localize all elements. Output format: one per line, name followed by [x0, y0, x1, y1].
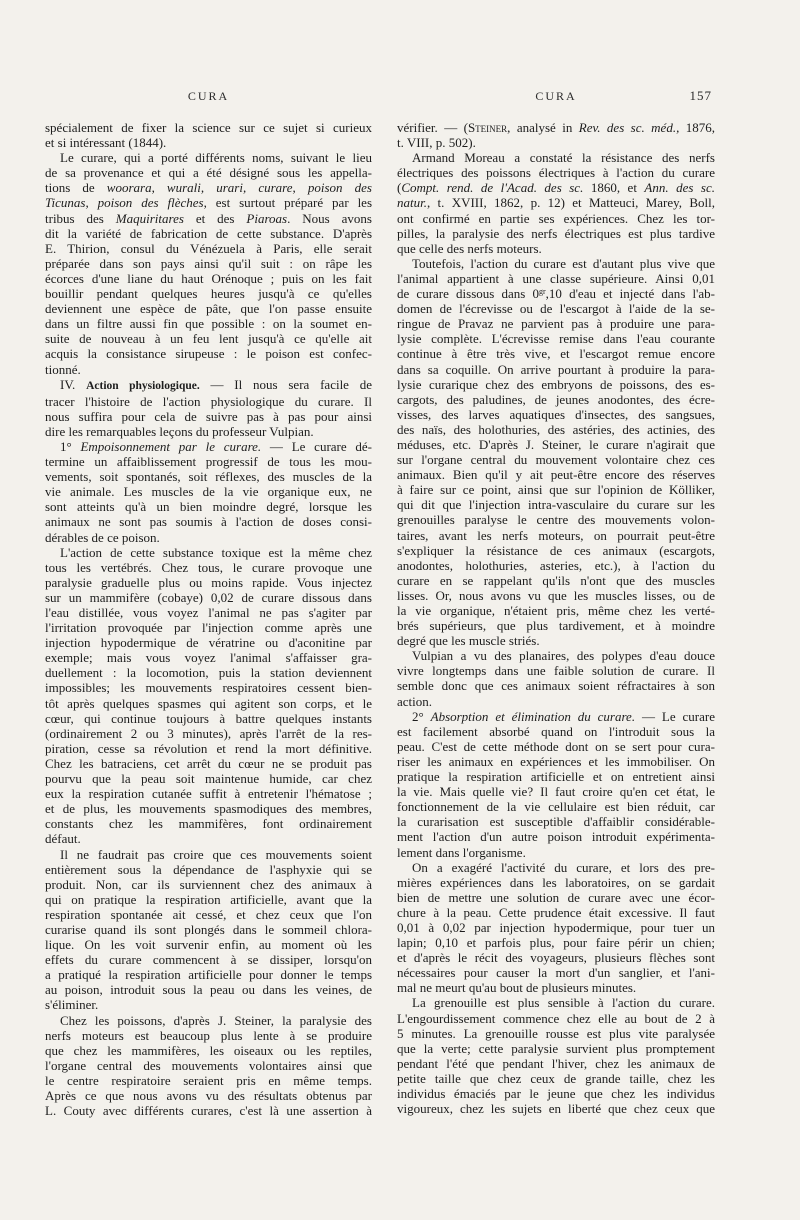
- text-run: 1°: [60, 438, 81, 454]
- text-run: — Le curare: [635, 708, 716, 724]
- text-line: peau. C'est de cette méthode dont on se sert pour cura-: [397, 738, 715, 754]
- text-line: l'irritation provoquée par l'injection comme après une: [45, 620, 372, 636]
- text-line: et de plus, les mouvements spasmodiques des membres,: [45, 801, 372, 817]
- text-line: L'engourdissement commence chez elle au bout de 2 à: [397, 1010, 715, 1026]
- small-caps-name: Steiner: [467, 120, 508, 135]
- paragraph: [45, 150, 372, 376]
- text-line: effets du curare commencent à se dissiper, lorsqu'on: [45, 952, 372, 968]
- paragraph: [397, 648, 715, 708]
- text-line: pourvu que la peau soit maintenue humide, car chez: [45, 771, 372, 787]
- text-line: exemple; mais vous voyez l'animal s'affaisser gra-: [45, 650, 372, 666]
- page-number: 157: [689, 88, 712, 103]
- text-line: la vie organique, n'étaient pris, même chez les verté-: [397, 603, 715, 618]
- text-line: vements, soit spontanés, soit réflexes, des muscles de la: [45, 469, 372, 485]
- running-head-right: CURA: [535, 89, 577, 103]
- text-line: pratique la respiration artificielle et on entretient ainsi: [397, 769, 715, 785]
- paragraph: [45, 439, 372, 545]
- text-line: vigoureux, chez les sujets en liberté que chez ceux que: [397, 1101, 715, 1117]
- text-line: lysie curarique chez des embryons de poissons, des es-: [397, 376, 715, 392]
- text-line: nous suffira pour cela de suivre pas à pas pour ainsi: [45, 408, 372, 424]
- text-line: taires, avant les nerfs moteurs, on pourrait peut-être: [397, 527, 715, 543]
- text-line: écorces d'une liane du haut Orénoque ; puis on les fait: [45, 270, 372, 286]
- text-line: bouillir pendant quelques heures jusqu'à ce qu'elles: [45, 286, 372, 302]
- text-line: qui on pratique la respiration artificielle, avant que la: [45, 891, 372, 907]
- text-line: eux la respiration cutanée suffit à entretenir l'hématose ;: [45, 786, 372, 802]
- text-line: paralysie graduelle plus ou moins rapide. Vous injectez: [45, 574, 372, 590]
- text-line: ringue de Pravaz ne parvient pas à produire une para-: [397, 316, 715, 332]
- text-line: chure à la peau. Cette prudence était excessive. Il faut: [397, 904, 715, 920]
- text-run: . Nous avons: [287, 210, 372, 226]
- text-line: cargots, des paludines, de jeunes anodontes, des écre-: [397, 391, 715, 407]
- text-line: qui dit que l'injection intra-vasculaire du curare sur les: [397, 497, 715, 513]
- text-line: L'action de cette substance toxique est la même chez: [60, 544, 372, 560]
- paragraph: [397, 120, 715, 150]
- text-line: préparée dans son pays ainsi qu'il suit : on râpe les: [45, 255, 372, 271]
- italic-text: woorara, wurali, urari, curare, poison des: [106, 180, 372, 196]
- text-line: et d'après le récit des voyageurs, plusieurs flèches sont: [397, 950, 715, 966]
- text-line: Chez les poissons, d'après J. Steiner, la paralysie des: [60, 1012, 372, 1028]
- text-line: s'expliquer la résistance de ces animaux (escargots,: [397, 542, 715, 558]
- text-line: Il ne faudrait pas croire que ces mouvements soient: [60, 846, 372, 862]
- text-line: vivre longtemps dans une faible solution de curare. Il: [397, 663, 715, 679]
- text-run: de curare dissous dans 0: [397, 286, 539, 302]
- text-line: mal ne meurt qu'au bout de plusieurs minutes.: [397, 980, 637, 996]
- text-run: , t. XVIII, 1862, p. 12) et Matteuci, Marey, Boll,: [426, 195, 715, 211]
- text-line: électriques des poissons électriques à l'action du curare: [397, 165, 715, 181]
- text-line: 5 minutes. La grenouille rousse est plus vite paralysée: [397, 1025, 715, 1041]
- text-line: Le curare, qui a porté différents noms, suivant le lieu: [60, 150, 372, 166]
- text-line: brés supérieurs, que plus tardivement, et à moindre: [397, 618, 715, 634]
- text-run: — Le curare dé-: [261, 438, 372, 454]
- text-line: défaut.: [45, 831, 81, 847]
- text-line: nerfs moteurs est beaucoup plus lente à se produire: [45, 1027, 372, 1043]
- text-line: et si intéressant (1844).: [45, 135, 167, 151]
- text-line: méduses, etc. D'après J. Steiner, le curare n'agirait que: [397, 436, 715, 452]
- text-line: la vie. Mais quelle vie? Il faut croire qu'en cet état, le: [397, 784, 715, 800]
- text-line: continue à être très vive, et l'escargot remue encore: [397, 346, 715, 362]
- text-line: Toutefois, l'action du curare est d'autant plus vive que: [412, 255, 715, 271]
- italic-text: Ticunas, poison des flèches: [45, 195, 204, 211]
- text-line: ment l'action d'un autre poison introduit expérimenta-: [397, 829, 715, 845]
- text-run: , analysé in: [507, 120, 579, 135]
- page-header: [0, 88, 800, 104]
- italic-text: Maquiritares: [115, 210, 184, 226]
- text-line: (ordinairement 2 ou 3 minutes), après l'arrêt de la res-: [45, 725, 372, 741]
- text-line: animaux ne sont pas soumis à l'action de doses consi-: [45, 514, 372, 530]
- text-line: de sa provenance et qui a été désigné sous les appella-: [45, 165, 372, 181]
- text-line: E. Thirion, consul du Vénézuela à Paris, elle serait: [45, 240, 372, 256]
- text-line: L. Couty avec différents curares, c'est là une assertion à: [45, 1103, 372, 1119]
- text-line: dans un filtre aussi fin que possible : on la soumet en-: [45, 316, 372, 332]
- text-line: individus émaciés par le jeune que chez les individus: [397, 1086, 715, 1101]
- text-line: suite de nouveau à un feu lent jusqu'à ce qu'elle ait: [45, 331, 372, 347]
- text-line: nécessaires pour causer la mort d'un sanglier, et l'ani-: [397, 965, 715, 981]
- paragraph: [45, 847, 372, 1013]
- italic-text: Ann. des sc.: [644, 180, 715, 196]
- text-line: riser les animaux en expériences et les immobiliser. On: [397, 753, 715, 769]
- left-text-column: [45, 120, 372, 1118]
- text-line: mières expériences dans les laboratoires, on se gardait: [397, 874, 715, 890]
- text-line: dit la variété de fabrication de cette substance. D'après: [45, 225, 372, 241]
- text-line: bien de mettre une solution de curare avec une écor-: [397, 889, 715, 905]
- paragraph: [45, 120, 372, 150]
- text-line: entièrement sous la dépendance de l'asphyxie qui se: [45, 861, 372, 877]
- text-line: pendant l'été que pendant l'hiver, chez les animaux de: [397, 1055, 715, 1071]
- text-line: tionné.: [45, 361, 81, 377]
- text-line: a pratiqué la respiration artificielle pour donner le temps: [45, 967, 372, 983]
- text-line: 0,01 à 0,02 par injection hypodermique, pour tuer un: [397, 919, 715, 935]
- text-line: dire les remarquables leçons du professeur Vulpian.: [45, 423, 314, 439]
- text-line: deviennent une espèce de pâte, que l'on passe ensuite: [45, 301, 372, 317]
- text-line: est facilement absorbé quand on l'introduit sous la: [397, 723, 715, 739]
- text-line: [397, 286, 715, 301]
- text-line: dérables de ce poison.: [45, 529, 160, 545]
- bold-heading: Action physiologique.: [86, 379, 200, 392]
- paragraph: [45, 377, 372, 439]
- text-line: [397, 709, 715, 724]
- text-line: des naïs, des holothuries, des astéries, des actinies, des: [397, 421, 715, 437]
- text-line: au poison, introduit sous la peau ou dans les veines, de: [45, 982, 372, 998]
- paragraph: [397, 995, 715, 1116]
- text-line: l'animal appartient à une classe supérieure. Ainsi 0,01: [397, 270, 715, 286]
- italic-text: Empoisonnement par le curare.: [80, 438, 262, 454]
- text-line: spécialement de fixer la science sur ce sujet si curieux: [45, 120, 372, 135]
- text-run: et des: [183, 210, 247, 226]
- text-line: lement dans l'organisme.: [397, 844, 526, 860]
- paragraph: [397, 150, 715, 256]
- text-line: constants chez les mammifères, font ordinairement: [45, 816, 372, 832]
- text-line: semble donc que ces animaux soient réfractaires à son: [397, 678, 715, 694]
- italic-text: natur.: [397, 195, 427, 211]
- text-line: [45, 211, 372, 226]
- italic-text: Absorption et élimination du curare.: [430, 708, 636, 724]
- text-run: 2°: [412, 708, 431, 724]
- text-line: impossibles; les mouvements respiratoires cessent bien-: [45, 680, 372, 696]
- text-line: curarise quand ils sont plongés dans le sommeil chlora-: [45, 921, 372, 937]
- text-run: — Il nous sera facile de: [199, 376, 373, 392]
- text-line: termine un affaiblissement progressif de tous les mou-: [45, 454, 372, 470]
- text-line: Vulpian a vu des planaires, des polypes d'eau douce: [412, 648, 715, 664]
- text-run: IV.: [60, 376, 87, 392]
- text-run: 1860, et: [583, 180, 645, 196]
- text-run: tions de: [45, 180, 107, 196]
- text-line: [45, 195, 372, 210]
- text-line: animaux. Bien qu'il y ait peut-être encore des réserves: [397, 467, 715, 483]
- text-line: cœur, qui continue toujours à battre quelques instants: [45, 710, 372, 726]
- text-line: produit. Non, car ils surviennent chez des animaux à: [45, 876, 372, 892]
- text-line: ont confirmé en partie ses expériences. Chez les tor-: [397, 210, 715, 226]
- text-line: lisses. Or, nous avons vu que les muscles lisses, ou de: [397, 587, 715, 603]
- text-run: ,10 d'eau et injecté dans l'ab-: [545, 286, 716, 302]
- italic-text: Rev. des sc. méd.,: [578, 120, 680, 135]
- text-line: acquis la consistance sirupeuse : le poison est confec-: [45, 346, 372, 362]
- text-run: vérifier. — (: [397, 120, 468, 135]
- text-line: La grenouille est plus sensible à l'action du curare.: [412, 995, 715, 1011]
- text-line: sur un mammifère (cobaye) 0,02 de curare dissous dans: [45, 589, 372, 605]
- text-line: tracer l'histoire de l'action physiologique du curare. Il: [45, 393, 372, 409]
- text-line: tous les vertébrés. Chez tous, le curare provoque une: [45, 559, 372, 575]
- text-line: degré que les muscle striés.: [397, 633, 540, 649]
- text-line: que celle des nerfs moteurs.: [397, 240, 542, 256]
- paragraph: [45, 545, 372, 847]
- text-line: [45, 377, 372, 394]
- paragraph: [397, 256, 715, 648]
- right-text-column: [397, 120, 715, 1116]
- text-line: que chez les mammifères, les oiseaux ou les reptiles,: [45, 1042, 372, 1058]
- italic-text: Compt. rend. de l'Acad. des sc.: [401, 180, 584, 196]
- text-line: visses, des larves aquatiques d'insectes, des sangsues,: [397, 406, 715, 422]
- text-line: sont atteints qu'à un bien moindre degré, lorsque les: [45, 499, 372, 515]
- text-line: Chez les batraciens, cet arrêt du cœur ne se produit pas: [45, 755, 372, 771]
- text-line: piration, cesse sa révolution et rend la mort définitive.: [45, 740, 372, 756]
- italic-text: Piaroas: [246, 210, 288, 226]
- text-line: que la verte; cette paralysie survient plus promptement: [397, 1040, 715, 1056]
- text-run: , est surtout préparé par les: [203, 195, 373, 211]
- paragraph: [397, 860, 715, 996]
- text-line: pilles, la paralysie des nerfs électriques est plus tardive: [397, 225, 715, 241]
- text-line: injection hypodermique de vératrine ou d'aconitine par: [45, 635, 372, 651]
- text-line: Après ce que nous avons vu des résultats obtenus par: [45, 1088, 372, 1103]
- paragraph: [45, 1013, 372, 1119]
- superscript: gr: [539, 287, 546, 297]
- text-line: [397, 120, 715, 135]
- text-line: sur l'organe central du mouvement volontaire chez ces: [397, 452, 715, 468]
- text-line: dans sa coquille. On arrive pourtant à produire la para-: [397, 361, 715, 377]
- text-line: la curarisation est susceptible d'affaiblir considérable-: [397, 814, 715, 830]
- text-line: Armand Moreau a constaté la résistance des nerfs: [412, 150, 715, 166]
- text-line: petite taille que chez ceux de grande taille, chez les: [397, 1070, 715, 1086]
- text-run: 1876,: [679, 120, 715, 135]
- running-head-left: CURA: [187, 89, 230, 103]
- text-line: lysie complète. L'écrevisse remise dans l'eau courante: [397, 331, 715, 347]
- text-line: [397, 195, 715, 210]
- text-line: curare en se rappelant qu'ils n'ont que des muscles: [397, 572, 715, 588]
- text-line: anodontes, holothuries, asteries, etc.), à l'action du: [397, 557, 715, 573]
- text-run: (: [397, 180, 402, 196]
- text-line: [45, 439, 372, 454]
- text-line: l'organe central des mouvements volontaires ainsi que: [45, 1057, 372, 1073]
- text-line: le centre respiratoire seraient pris en même temps.: [45, 1072, 372, 1088]
- text-line: lique. On les voit survenir enfin, au moment où les: [45, 937, 372, 953]
- text-line: On a exagéré l'activité du curare, et lors des pre-: [412, 859, 715, 875]
- text-line: s'éliminer.: [45, 997, 99, 1013]
- text-line: tôt après quelques spasmes qui agitent son corps, et le: [45, 695, 372, 711]
- text-line: grenouilles paralyse le centre des mouvements volon-: [397, 512, 715, 528]
- paragraph: [397, 709, 715, 860]
- text-line: action.: [397, 693, 433, 709]
- text-line: fonctionnement de la vie cellulaire est bien réduit, car: [397, 799, 715, 815]
- text-line: domen de l'écrevisse ou de l'escargot à l'aide de la se-: [397, 301, 715, 317]
- text-line: respiration spontanée ait cessé, et chez ceux que l'on: [45, 906, 372, 922]
- text-line: lapin; 0,10 et parfois plus, pour faire périr un chien;: [397, 935, 715, 951]
- text-line: vie animale. Les muscles de la vie organique eux, ne: [45, 484, 372, 500]
- text-run: tribus des: [45, 210, 116, 226]
- text-line: [45, 180, 372, 195]
- text-line: à faire sur ce point, ainsi que sur l'opinion de Kölliker,: [397, 482, 715, 498]
- text-line: l'eau distillée, vous voyez l'animal ne pas s'agiter par: [45, 605, 372, 620]
- text-line: t. VIII, p. 502).: [397, 135, 476, 151]
- text-line: [397, 180, 715, 195]
- text-line: duellement : la locomotion, puis la station deviennent: [45, 665, 372, 681]
